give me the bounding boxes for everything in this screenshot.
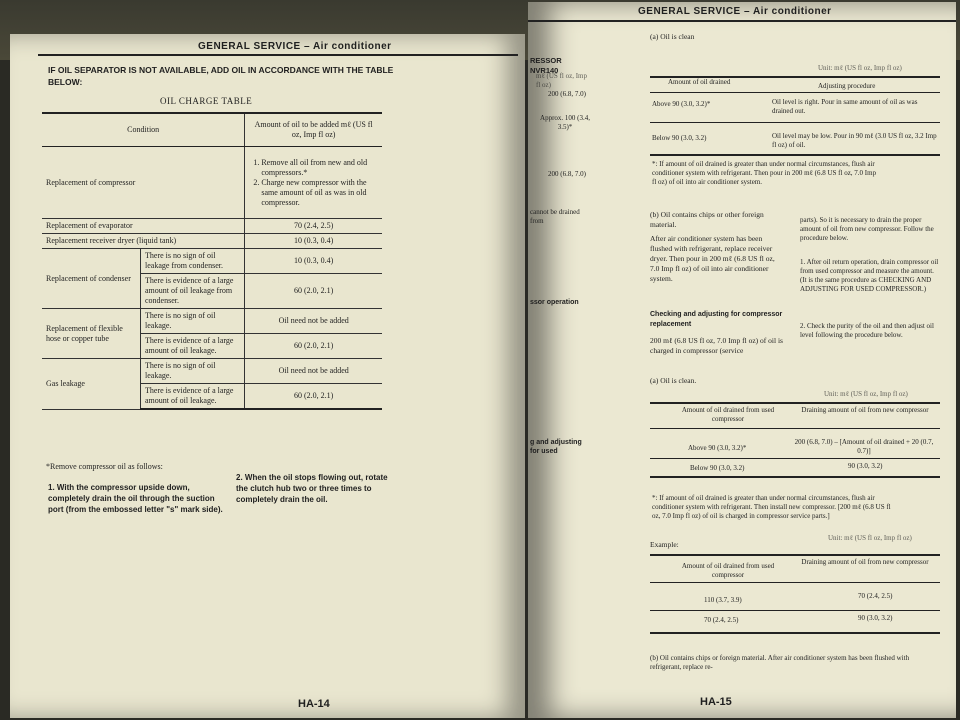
strip-note: cannot be drained from xyxy=(530,208,580,225)
right-column-step-1: 1. After oil return operation, drain compressor oil from used compressor and measure the amount. (It is the same procedure as CHECKING AND ADJUSTING FOR USED COMPRESSOR.) xyxy=(800,258,939,293)
b-oil-chips-2: (b) Oil contains chips or foreign material. After air conditioner system has been flushed with refrigerant, replace re- xyxy=(650,654,910,671)
spine-strip xyxy=(528,42,590,662)
row-evaporator: Replacement of evaporator xyxy=(42,219,245,234)
table3-row1-amount: 110 (3.7, 3.9) xyxy=(704,596,742,604)
table3-row-rule xyxy=(650,610,940,611)
example-label: Example: xyxy=(650,540,679,549)
table2-row2-drain: 90 (3.0, 3.2) xyxy=(848,462,883,470)
table1-col2: Adjusting procedure xyxy=(818,82,876,90)
footnote: *Remove compressor oil as follows: xyxy=(46,462,163,471)
header-rule-right xyxy=(528,20,956,22)
strip-section-1: ssor operation xyxy=(530,299,579,306)
row-condenser: Replacement of condenser xyxy=(42,249,141,309)
table3-col2: Draining amount of oil from new compressor xyxy=(801,558,929,566)
check-text: 200 mℓ (6.8 US fl oz, 7.0 Imp fl oz) of oil is charged in compressor (service xyxy=(650,336,783,355)
compressor-step-2: 2. Charge new compressor with the same amount of oil as was in old compressor. xyxy=(261,178,378,208)
table1-col1: Amount of oil drained xyxy=(668,78,731,86)
b-oil-chips-text: After air conditioner system has been flushed with refrigerant, replace receiver dryer. Then pour in 200 mℓ (6.8 US fl oz, 7.0 Imp fl oz) of oil into air conditioner system. xyxy=(650,234,775,283)
oil-charge-table-title: OIL CHARGE TABLE xyxy=(160,96,253,106)
gas-case-a: There is no sign of oil leakage. xyxy=(141,359,245,384)
col-amount: Amount of oil to be added mℓ (US fl oz, Imp fl oz) xyxy=(245,113,382,147)
a-oil-clean-2: (a) Oil is clean. xyxy=(650,376,697,385)
hose-b-value: 60 (2.0, 2.1) xyxy=(245,334,382,359)
table1-row-rule xyxy=(650,122,940,123)
col-condition: Condition xyxy=(42,113,245,147)
table3-head-rule xyxy=(650,582,940,583)
right-page xyxy=(528,2,956,718)
compressor-step-1: 1. Remove all oil from new and old compressors.* xyxy=(261,158,378,178)
intro-text: IF OIL SEPARATOR IS NOT AVAILABLE, ADD OIL IN ACCORDANCE WITH THE TABLE BELOW: xyxy=(48,65,394,87)
oil-charge-table xyxy=(42,112,382,410)
gas-b-value: 60 (2.0, 2.1) xyxy=(245,384,382,410)
table3-row2-drain: 90 (3.0, 3.2) xyxy=(858,614,893,622)
strip-value-1: 200 (6.8, 7.0) xyxy=(548,90,586,98)
condenser-b-value: 60 (2.0, 2.1) xyxy=(245,274,382,309)
right-column-step-2: 2. Check the purity of the oil and then adjust oil level following the procedure below. xyxy=(800,322,934,339)
table1-bottom-rule xyxy=(650,154,940,156)
condenser-a-value: 10 (0.3, 0.4) xyxy=(245,249,382,274)
table3-row1-drain: 70 (2.4, 2.5) xyxy=(858,592,893,600)
table2-row2-amount: Below 90 (3.0, 3.2) xyxy=(690,464,745,472)
condenser-case-b: There is evidence of a large amount of oil leakage from condenser. xyxy=(141,274,245,309)
evaporator-value: 70 (2.4, 2.5) xyxy=(245,219,382,234)
gas-a-value: Oil need not be added xyxy=(245,359,382,384)
table1-row1-amount: Above 90 (3.0, 3.2)* xyxy=(652,100,711,108)
header-rule xyxy=(38,54,518,56)
unit-label-1: Unit: mℓ (US fl oz, Imp fl oz) xyxy=(818,64,902,72)
table2-head-rule xyxy=(650,428,940,429)
table2-row1-amount: Above 90 (3.0, 3.2)* xyxy=(688,444,747,452)
table1-note: *: If amount of oil drained is greater than under normal circumstances, flush air conditioner system with refrigerant. Then pour in 200 mℓ (6.8 US fl oz, 7.0 Imp fl oz) of oil into air conditioner system. xyxy=(652,160,877,186)
hose-case-a: There is no sign of oil leakage. xyxy=(141,309,245,334)
table3-bottom-rule xyxy=(650,632,940,634)
strip-value-2: Approx. 100 (3.4, 3.5)* xyxy=(540,114,590,131)
page-number-right: HA-15 xyxy=(700,696,732,708)
check-title: Checking and adjusting for compressor replacement xyxy=(650,311,783,328)
table2-col2: Draining amount of oil from new compressor xyxy=(801,406,929,414)
drain-step-2: 2. When the oil stops flowing out, rotate the clutch hub two or three times to completely drain the oil. xyxy=(236,473,388,504)
receiver-value: 10 (0.3, 0.4) xyxy=(245,234,382,249)
gas-case-b: There is evidence of a large amount of oil leakage. xyxy=(141,384,245,410)
strip-title: RESSOR NVR140 xyxy=(530,56,562,75)
condenser-case-a: There is no sign of oil leakage from condenser. xyxy=(141,249,245,274)
hose-case-b: There is evidence of a large amount of oil leakage. xyxy=(141,334,245,359)
table2-row-rule xyxy=(650,458,940,459)
table2-note: *: If amount of oil drained is greater than under normal circumstances, flush air conditioner system with refrigerant. Then install new compressor. [200 mℓ (6.8 US fl oz, 7.0 Imp fl oz) of oil is charged in compressor service parts.] xyxy=(652,494,891,520)
table3-col1: Amount of oil drained from used compressor xyxy=(681,562,775,579)
drain-step-1: 1. With the compressor upside down, completely drain the oil through the suction port (from the embossed letter "s" mark side). xyxy=(48,483,223,514)
compressor-steps xyxy=(245,147,382,219)
unit-label-2: Unit: mℓ (US fl oz, Imp fl oz) xyxy=(824,390,908,398)
a-oil-clean: (a) Oil is clean xyxy=(650,32,695,41)
row-hose: Replacement of flexible hose or copper tube xyxy=(42,309,141,359)
row-receiver: Replacement receiver dryer (liquid tank) xyxy=(42,234,245,249)
hose-a-value: Oil need not be added xyxy=(245,309,382,334)
right-column-text: parts). So it is necessary to drain the proper amount of oil from new compressor. Follow the procedure below. xyxy=(800,216,934,242)
table3-top-rule xyxy=(650,554,940,556)
table2-col1: Amount of oil drained from used compressor xyxy=(681,406,775,423)
row-compressor: Replacement of compressor xyxy=(42,147,245,219)
unit-label-3: Unit: mℓ (US fl oz, Imp fl oz) xyxy=(828,534,912,542)
table2-row1-drain: 200 (6.8, 7.0) – [Amount of oil drained + 20 (0.7, 0.7)] xyxy=(794,438,934,455)
table1-head-rule xyxy=(650,92,940,93)
table1-row2-amount: Below 90 (3.0, 3.2) xyxy=(652,134,707,142)
table3-row2-amount: 70 (2.4, 2.5) xyxy=(704,616,739,624)
strip-unit: mℓ (US fl oz, Imp fl oz) xyxy=(536,72,587,89)
left-page xyxy=(10,34,525,718)
b-oil-chips: (b) Oil contains chips or other foreign material. xyxy=(650,210,764,229)
table2-top-rule xyxy=(650,402,940,404)
row-gas-leakage: Gas leakage xyxy=(42,359,141,410)
page-number-left: HA-14 xyxy=(298,698,330,710)
table1-row1-procedure: Oil level is right. Pour in same amount of oil as was drained out. xyxy=(772,98,918,115)
table2-bottom-rule xyxy=(650,476,940,478)
strip-value-3: 200 (6.8, 7.0) xyxy=(548,170,586,178)
left-page-header: GENERAL SERVICE – Air conditioner xyxy=(198,41,392,52)
table1-row2-procedure: Oil level may be low. Pour in 90 mℓ (3.0 US fl oz, 3.2 Imp fl oz) of oil. xyxy=(772,132,937,149)
strip-section-2: g and adjusting for used xyxy=(530,439,582,455)
right-page-header: GENERAL SERVICE – Air conditioner xyxy=(638,6,832,17)
